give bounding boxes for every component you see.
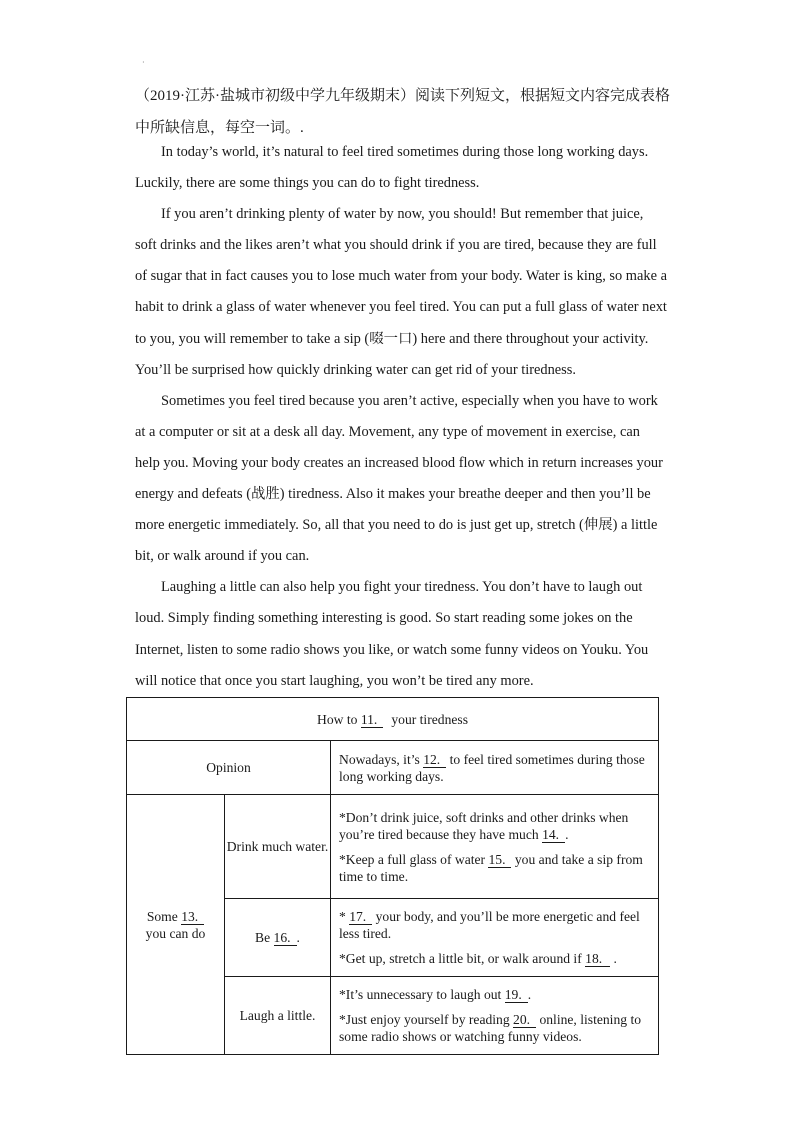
table-title: How to 11. your tiredness xyxy=(127,698,659,741)
be-active-cell: Be 16. . xyxy=(225,899,331,977)
water-label: Drink much water. xyxy=(225,795,331,899)
water-cell: *Don’t drink juice, soft drinks and other drinks when you’re tired because they have much 14. . *Keep a full glass of water 15. you and take a sip from time to time. xyxy=(331,795,659,899)
active-cell: * 17. your body, and you’ll be more energetic and feel less tired. *Get up, stretch a little bit, or walk around if 18. . xyxy=(331,899,659,977)
paragraph-1: In today’s world, it’s natural to feel tired sometimes during those long working days. Luckily, there are some things you can do to fight tiredness. xyxy=(135,144,649,192)
blank-18[interactable]: 18. xyxy=(585,951,610,967)
laugh-label: Laugh a little. xyxy=(225,977,331,1055)
blank-16[interactable]: 16. xyxy=(274,930,297,946)
opinion-cell: Nowadays, it’s 12. to feel tired sometimes during those long working days. xyxy=(331,741,659,795)
blank-15[interactable]: 15. xyxy=(488,852,511,868)
blank-13[interactable]: 13. xyxy=(181,909,204,925)
paragraph-2: If you aren’t drinking plenty of water by now, you should! But remember that juice, soft drinks and the likes aren’t what you should drink if you are tired, because they are full of sugar that in fact causes you to lose much water from your body. Water is king, so make a habit to drink a glass of water whenever you feel tired. You can put a full glass of water next to you, you will remember to take a sip (啜一口) here and there throughout your activity. You’ll be surprised how quickly drinking water can get rid of your tiredness. xyxy=(135,206,667,378)
laugh-cell: *It’s unnecessary to laugh out 19. . *Just enjoy yourself by reading 20. online, listening to some radio shows or watching funny videos. xyxy=(331,977,659,1055)
blank-14[interactable]: 14. xyxy=(542,827,565,843)
paragraph-4: Laughing a little can also help you fight your tiredness. You don’t have to laugh out loud. Simply finding something interesting is good. So start reading some jokes on the Internet, listen to some radio shows you like, or watch some funny videos on Youku. You will notice that once you start laughing, you won’t be tired any more. xyxy=(135,579,649,689)
answer-table xyxy=(126,697,659,1055)
blank-19[interactable]: 19. xyxy=(505,987,528,1003)
reading-passage xyxy=(135,137,667,697)
opinion-label: Opinion xyxy=(127,741,331,795)
decorative-dot: · xyxy=(142,58,145,67)
blank-20[interactable]: 20. xyxy=(513,1012,536,1028)
question-intro: （2019·江苏·盐城市初级中学九年级期末）阅读下列短文，根据短文内容完成表格中所缺信息，每空一词。. xyxy=(135,88,670,136)
blank-17[interactable]: 17. xyxy=(349,909,372,925)
paragraph-3: Sometimes you feel tired because you aren’t active, especially when you have to work at a computer or sit at a desk all day. Movement, any type of movement in exercise, can help you. Moving your body creates an increased blood flow which in return increases your energy and defeats (战胜) tiredness. Also it makes your breathe deeper and then you’ll be more energetic immediately. So, all that you need to do is just get up, stretch (伸展) a little bit, or walk around if you can. xyxy=(135,392,663,565)
some-things-cell: Some 13. you can do xyxy=(127,795,225,1055)
blank-11[interactable]: 11. xyxy=(361,712,384,728)
blank-12[interactable]: 12. xyxy=(423,752,446,768)
